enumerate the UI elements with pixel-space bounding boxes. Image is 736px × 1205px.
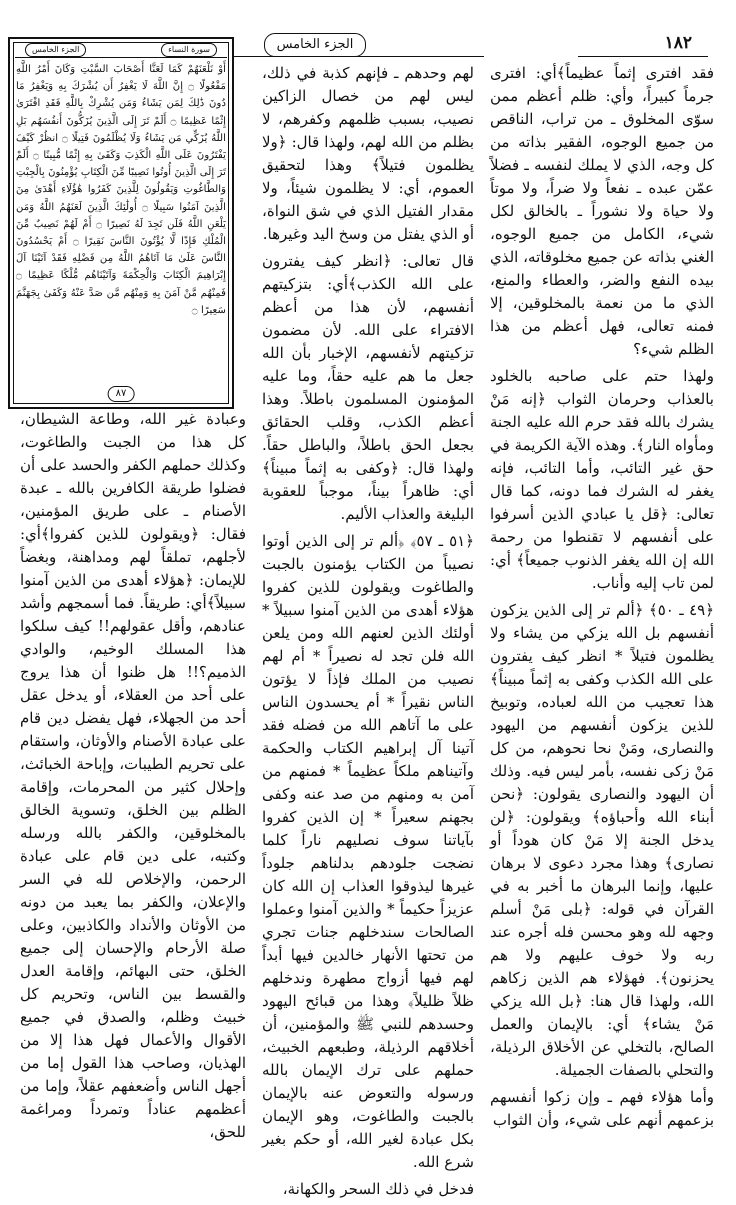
page-number: ١٨٢ (664, 33, 692, 53)
paragraph: ولهذا حتم على صاحبه بالخلود بالعذاب وحرمان الثواب ﴿إنه مَنْ يشرك بالله فقد حرم الله عليه الجنة ومأواه النار﴾. وهذه الآية الكريمة في حق غير التائب، وأما التائب، فإنه يغفر له الشرك فما دونه، كما قال تعالى: ﴿قل يا عبادي الذين أسرفوا على أنفسهم لا تقنطوا من رحمة الله إن الله يغفر الذنوب جميعاً﴾ أي: لمن تاب إليه وأناب. (490, 367, 714, 592)
part-title: الجزء الخامس (264, 33, 366, 57)
header-rule-right (578, 56, 708, 57)
mushaf-verse-text: أَوْ نَلْعَنَهُمْ كَمَا لَعَنَّا أَصْحَابَ السَّبْتِ وَكَانَ أَمْرُ اللَّهِ مَفْعُولًا ۝ إِنَّ اللَّهَ لَا يَغْفِرُ أَن يُشْرَكَ بِهِ وَيَغْفِرُ مَا دُونَ ذَٰلِكَ لِمَن يَشَاءُ وَمَن يُشْرِكْ بِاللَّهِ فَقَدِ افْتَرَىٰ إِثْمًا عَظِيمًا ۝ أَلَمْ تَرَ إِلَى الَّذِينَ يُزَكُّونَ أَنفُسَهُم بَلِ اللَّهُ يُزَكِّي مَن يَشَاءُ وَلَا يُظْلَمُونَ فَتِيلًا ۝ انظُرْ كَيْفَ يَفْتَرُونَ عَلَى اللَّهِ الْكَذِبَ وَكَفَىٰ بِهِ إِثْمًا مُّبِينًا ۝ أَلَمْ تَرَ إِلَى الَّذِينَ أُوتُوا نَصِيبًا مِّنَ الْكِتَابِ يُؤْمِنُونَ بِالْجِبْتِ وَالطَّاغُوتِ وَيَقُولُونَ لِلَّذِينَ كَفَرُوا هَٰؤُلَاءِ أَهْدَىٰ مِنَ الَّذِينَ آمَنُوا سَبِيلًا ۝ أُولَٰئِكَ الَّذِينَ لَعَنَهُمُ اللَّهُ وَمَن يَلْعَنِ اللَّهُ فَلَن تَجِدَ لَهُ نَصِيرًا ۝ أَمْ لَهُمْ نَصِيبٌ مِّنَ الْمُلْكِ فَإِذًا لَّا يُؤْتُونَ النَّاسَ نَقِيرًا ۝ أَمْ يَحْسُدُونَ النَّاسَ عَلَىٰ مَا آتَاهُمُ اللَّهُ مِن فَضْلِهِ فَقَدْ آتَيْنَا آلَ إِبْرَاهِيمَ الْكِتَابَ وَالْحِكْمَةَ وَآتَيْنَاهُم مُّلْكًا عَظِيمًا ۝ فَمِنْهُم مَّنْ آمَنَ بِهِ وَمِنْهُم مَّن صَدَّ عَنْهُ وَكَفَىٰ بِجَهَنَّمَ سَعِيرًا ۝ (16, 64, 227, 316)
column-right (490, 62, 714, 1136)
paragraph: لهم وحدهم ـ فإنهم كذبة في ذلك، ليس لهم من خصال الزاكين نصيب، بسبب ظلمهم وكفرهم، لا بظلم من الله لهم، ولهذا قال: ﴿ولا يظلمون فتيلاً﴾ وهذا لتحقيق العموم، أي: لا يظلمون شيئاً، ولا مقدار الفتيل الذي في شق النواة، أو الذي يفتل من وسخ اليد وغيرها. (262, 64, 474, 243)
paragraph: قال تعالى: ﴿انظر كيف يفترون على الله الكذب﴾أي: بتزكيتهم أنفسهم، لأن هذا من أعظم الافتراء على الله. لأن مضمون تزكيتهم لأنفسهم، الإخبار بأن الله جعل ما هم عليه حقاً، وما عليه المؤمنون المسلمون باطلاً. وهذا أعظم الكذب، وقلب الحقائق بجعل الحق باطلاً، والباطل حقاً. ولهذا قال: ﴿وكفى به إثماً مبيناً﴾أي: ظاهراً بيناً، موجباً للعقوبة البليغة والعذاب الأليم. (262, 252, 474, 523)
paragraph: فدخل في ذلك السحر والكهانة، (282, 1180, 474, 1198)
paragraph: وعبادة غير الله، وطاعة الشيطان، كل هذا من الجبت والطاغوت، وكذلك حملهم الكفر والحسد على أن فضلوا طريقة الكافرين بالله ـ عبدة الأصنام ـ على طريق المؤمنين، فقال: ﴿ويقولون للذين كفروا﴾أي: لأجلهم، تملقاً لهم ومداهنة، وبغضاً للإيمان: ﴿هؤلاء أهدى من الذين آمنوا سبيلاً﴾أي: طريقاً. فما أسمجهم وأشد عنادهم، وأقل عقولهم!! كيف سلكوا هذا المسلك الوخيم، والوادي الذميم؟!! هل ظنوا أن هذا يروج على أحد من العقلاء، أو يدخل عقل أحد من الجهلاء، فهل يفضل دين قام على عبادة الأصنام والأوثان، واستقام على تحريم الطيبات، وإباحة الخبائث، وإحلال كثير من المحرمات، وإقامة الظلم بين الخلق، وتسوية الخالق بالمخلوقين، والكفر بالله ورسله وكتبه، على دين قام على عبادة الرحمن، والإخلاص لله في السر والإعلان، والكفر بما يعبد من دونه من الأوثان والأنداد والكاذبين، وعلى صلة الأرحام والإحسان إلى جميع الخلق، حتى البهائم، وإقامة العدل والقسط بين الناس، وتحريم كل خبيث وظلم، والصدق في جميع الأقوال والأعمال فهل هذا إلا من الهذيان، وصاحب هذا القول إما من أجهل الناس وأضعفهم عقلاً، وإما من أعظمهم عناداً وتمرداً ومراغمة للحق، (20, 410, 246, 1141)
mushaf-verses (16, 61, 226, 381)
column-middle (262, 62, 474, 1205)
paragraph: فقد افترى إثماً عظيماً﴾أي: افترى جرماً كبيراً، وأي: ظلم أعظم ممن سوّى المخلوق ـ من تراب، الناقص من جميع الوجوه، الفقير بذاته من كل وجه، الذي لا يملك لنفسه ـ فضلاً عمّن عبده ـ نفعاً ولا ضراً، ولا موتاً ولا حياة ولا نشوراً ـ بالخالق لكل شيء، الكامل من جميع الوجوه، الغني بذاته عن جميع مخلوقاته، الذي بيده النفع والضر، والعطاء والمنع، الذي ما من نعمة بالمخلوقين، إلا فمنه تعالى، فهل أعظم من هذا الظلم شيء؟ (490, 64, 714, 358)
paragraph: ﴿٥١ ـ ٥٧﴾ ﴿ألم تر إلى الذين أوتوا نصيباً من الكتاب يؤمنون بالجبت والطاغوت ويقولون للذين كفروا هؤلاء أهدى من الذين آمنوا سبيلاً * أولئك الذين لعنهم الله ومن يلعن الله فلن تجد له نصيراً * أم لهم نصيب من الملك فإذاً لا يؤتون الناس نقيراً * أم يحسدون الناس على ما آتاهم الله من فضله فقد آتينا آل إبراهيم الكتاب والحكمة وآتيناهم ملكاً عظيماً * فمنهم من آمن به ومنهم من صد عنه وكفى بجهنم سعيراً * إن الذين كفروا بآياتنا سوف نصليهم ناراً كلما نضجت جلودهم بدلناهم جلوداً غيرها ليذوقوا العذاب إن الله كان عزيزاً حكيماً * والذين آمنوا وعملوا الصالحات سندخلهم جنات تجري من تحتها الأنهار خالدين فيها أبداً لهم فيها أزواج مطهرة وندخلهم ظلاً ظليلاً﴾ وهذا من قبائح اليهود وحسدهم للنبي ﷺ والمؤمنين، أن أخلاقهم الرذيلة، وطبعهم الخبيث، حملهم على ترك الإيمان بالله ورسوله والتعوض عنه بالإيمان بالجبت والطاغوت، وهو الإيمان بكل عبادة لغير الله، أو حكم بغير شرع الله. (262, 532, 474, 1171)
mushaf-sura-label: سورة النساء (161, 43, 217, 57)
mushaf-page-box (8, 37, 234, 409)
paragraph: وأما هؤلاء فهم ـ وإن زكوا أنفسهم بزعمهم أنهم على شيء، وأن الثواب (490, 1088, 714, 1129)
mushaf-header (15, 43, 227, 58)
paragraph: ﴿٤٩ ـ ٥٠﴾ ﴿ألم تر إلى الذين يزكون أنفسهم بل الله يزكي من يشاء ولا يظلمون فتيلاً * انظر كيف يفترون على الله الكذب وكفى به إثماً مبيناً﴾ هذا تعجيب من الله لعباده، وتوبيخ للذين يزكون أنفسهم من اليهود والنصارى، ومَنْ نحا نحوهم، من كل مَنْ زكى نفسه، بأمر ليس فيه. وذلك أن اليهود والنصارى يقولون: ﴿نحن أبناء الله وأحباؤه﴾ ويقولون: ﴿لن يدخل الجنة إلا مَنْ كان هوداً أو نصارى﴾ وهذا مجرد دعوى لا برهان عليها، وإنما البرهان ما أخبر به في القرآن في قوله: ﴿بلى مَنْ أسلم وجهه لله وهو محسن فله أجره عند ربه ولا خوف عليهم ولا هم يحزنون﴾. فهؤلاء هم الذين زكاهم الله، ولهذا قال هنا: ﴿بل الله يزكي مَنْ يشاء﴾ أي: بالإيمان والعمل الصالح، بالتخلي عن الأخلاق الرذيلة، والتحلي بالصفات الجميلة. (490, 601, 714, 1079)
mushaf-juz-label: الجزء الخامس (25, 43, 86, 57)
column-left-bottom (20, 408, 246, 1148)
mushaf-page-number: ٨٧ (108, 386, 135, 402)
